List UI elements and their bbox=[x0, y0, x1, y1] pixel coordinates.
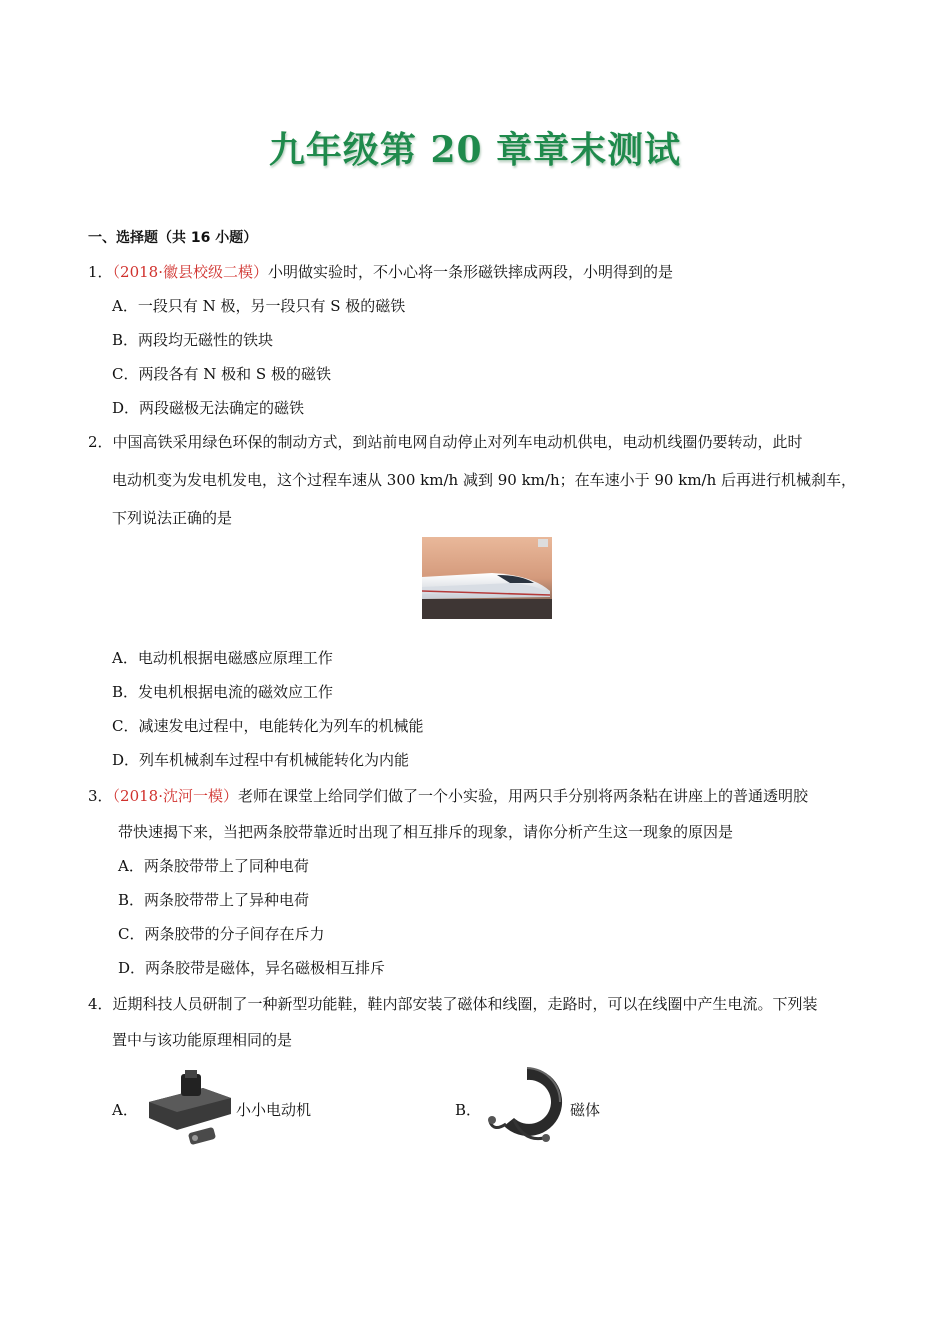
q1-number: 1． bbox=[88, 263, 113, 281]
q2-option-d: D．列车机械刹车过程中有机械能转化为内能 bbox=[112, 751, 410, 769]
q2-line-1: 2．中国高铁采用绿色环保的制动方式，到站前电网自动停止对列车电动机供电，电动机线圈仍要转动，此时 bbox=[88, 433, 803, 451]
q2-option-b: B．发电机根据电流的磁效应工作 bbox=[112, 683, 334, 701]
q3-text: 老师在课堂上给同学们做了一个小实验，用两只手分别将两条粘在讲座上的普通透明胶 bbox=[238, 787, 809, 805]
q1-source: （2018·徽县校级二模） bbox=[112, 263, 268, 281]
q3-line-2: 带快速揭下来，当把两条胶带靠近时出现了相互排斥的现象，请你分析产生这一现象的原因是 bbox=[118, 823, 734, 841]
section-heading: 一、选择题（共 16 小题） bbox=[88, 230, 258, 246]
question-1 bbox=[88, 262, 673, 282]
q2-line-3: 下列说法正确的是 bbox=[112, 509, 233, 527]
question-3 bbox=[88, 786, 808, 806]
q1-option-b: B．两段均无磁性的铁块 bbox=[112, 331, 274, 349]
q3-number: 3． bbox=[88, 787, 113, 805]
q4-option-a-letter: A． bbox=[112, 1101, 138, 1119]
q4-option-a-label: 小小电动机 bbox=[236, 1101, 312, 1119]
magnet-image bbox=[484, 1062, 570, 1152]
q4-line-2: 置中与该功能原理相同的是 bbox=[112, 1031, 293, 1049]
q1-option-c: C．两段各有 N 极和 S 极的磁铁 bbox=[112, 365, 331, 383]
q3-option-a: A．两条胶带带上了同种电荷 bbox=[118, 857, 309, 875]
q4-line-1: 4．近期科技人员研制了一种新型功能鞋，鞋内部安装了磁体和线圈，走路时，可以在线圈中产生电流。下列装 bbox=[88, 995, 818, 1013]
q2-option-c: C．减速发电过程中，电能转化为列车的机械能 bbox=[112, 717, 424, 735]
q3-option-c: C．两条胶带的分子间存在斥力 bbox=[118, 925, 325, 943]
q1-option-d: D．两段磁极无法确定的磁铁 bbox=[112, 399, 305, 417]
q4-option-b-label: 磁体 bbox=[570, 1101, 601, 1119]
train-image bbox=[422, 537, 552, 619]
motor-image bbox=[145, 1068, 233, 1148]
q1-text: 小明做实验时，不小心将一条形磁铁摔成两段，小明得到的是 bbox=[268, 263, 674, 281]
q4-option-b-letter: B． bbox=[455, 1101, 482, 1119]
page-title: 九年级第 20 章章末测试 bbox=[268, 129, 682, 171]
q2-option-a: A．电动机根据电磁感应原理工作 bbox=[112, 649, 333, 667]
q3-option-d: D．两条胶带是磁体，异名磁极相互排斥 bbox=[118, 959, 386, 977]
q2-line-2: 电动机变为发电机发电，这个过程车速从 300 km/h 减到 90 km/h；在车速小于 90 km/h 后再进行机械刹车， bbox=[112, 471, 857, 489]
q3-source: （2018·沈河一模） bbox=[112, 787, 238, 805]
q1-option-a: A．一段只有 N 极，另一段只有 S 极的磁铁 bbox=[112, 297, 406, 315]
q3-option-b: B．两条胶带带上了异种电荷 bbox=[118, 891, 310, 909]
